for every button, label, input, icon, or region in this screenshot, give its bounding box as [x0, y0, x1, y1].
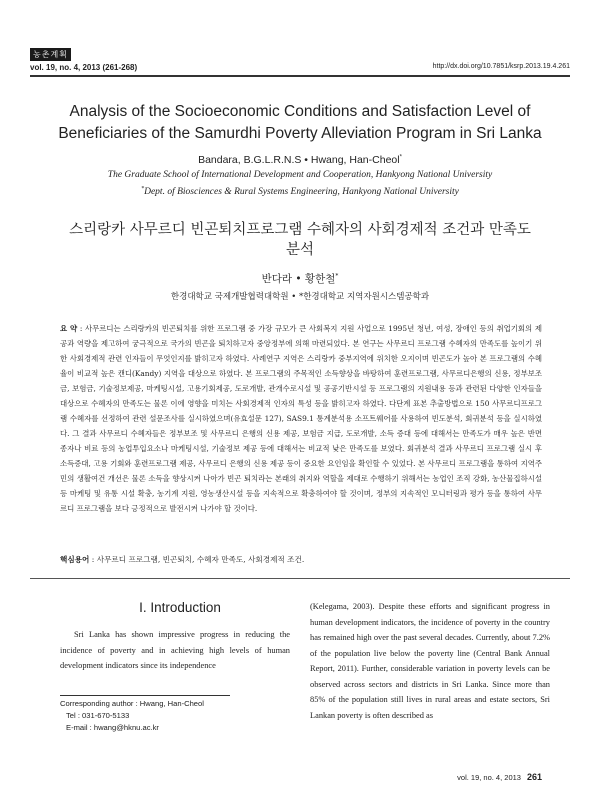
- author-ko-sup: *: [335, 272, 339, 280]
- abstract: [60, 321, 542, 516]
- abstract-text: : 사무르디는 스리랑카의 빈곤퇴치를 위한 프로그램 중 가장 규모가 큰 사회복지 지원 사업으로 1995년 청년, 여성, 장애인 등의 취업기회의 제공과 역량을 제고하여 궁극적으로 국가의 빈곤을 퇴치하고자 중앙정부에 의해 마련되었다. 본 연구는 사무르디 프로그램 수혜자의 만족도를 높이기 위한 사회경제적 관련 인자들이 무엇인지를 밝히고자 하였다. 사례연구 지역은 스리랑카 중부지역에 위치한 오지이며 빈곤도가 높아 본 프로그램의 수혜율이 비교적 높은 캔디(Kandy) 지역을 대상으로 하였다. 본 프로그램의 주목적인 소득향상을 바탕하여 훈련프로그램, 사무르디은행의 신용, 정부보조금, 보험금, 기술정보제공, 마케팅시설, 고용기회제공, 도로개발, 관개수로시설 및 공공기반시설 등 프로그램의 지원내용 등과 관련된 다양한 인자들을 대상으로 수혜자의 만족도는 물론 이에 영향을 미치는 사회경제적 인자의 특성 등을 밝히고자 하였다. 다단계 표본 추출방법으로 150 사무르디프로그램 수혜자를 선정하여 관련 설문조사를 실시하였으며(유효설문 127), SAS9.1 통계분석용 소프트웨어를 사용하여 빈도분석, 회귀분석 등을 실시하였다. 그 결과 사무르디 수혜자들은 정부보조 및 사무르디 은행의 신용 제공, 보험금 지급, 도로개발, 소득 증대 등에 대해서는 만족도가 매우 높은 반면 종자나 비료 등의 농업투입요소나 마케팅시설, 기술정보 제공 등에 대해서는 비교적 낮은 만족도를 보였다. 회귀분석 결과 사무르디 프로그램 실시 후 소득증대, 고용 기회와 훈련프로그램 제공, 사무르디 은행의 신용 제공 등이 중요한 요인임을 확인할 수 있었다. 본 사무르디 프로그램을 통하여 지역주민의 생활여건 개선은 물론 소득을 향상시켜 나아가 빈곤 퇴치라는 본래의 취지와 역할을 제대로 수행하기 위해서는 농업인 조직 강화, 농산물집하시설 등 마케팅 및 유통 시설 확충, 농기계 지원, 영농생산시설 등을 지속적으로 확충하여야 할 것이며, 정부의 지속적인 모니터링과 평가 등을 통하여 사무르디 프로그램을 보다 긍정적으로 발전시켜 나가야 할 것이다.: [60, 324, 542, 513]
- authors-ko-names: 반다라 • 황한철: [261, 273, 336, 285]
- abstract-label: 요 약: [60, 324, 78, 333]
- section-heading: I. Introduction: [139, 600, 221, 615]
- affiliation-en-2-text: Dept. of Biosciences & Rural Systems Engineering, Hankyong National University: [144, 187, 459, 198]
- volume-line: vol. 19, no. 4, 2013 (261-268): [30, 63, 138, 72]
- authors-en: [0, 154, 600, 166]
- keywords-label: 핵심용어: [60, 555, 90, 564]
- footnote-corresponding: Corresponding author : Hwang, Han-Cheol: [60, 699, 204, 708]
- body-right-column: (Kelegama, 2003). Despite these efforts and significant progress in human development indicators, the incidence of poverty in the country has remained high over the past several decades. Currently, about 7.2% of the population live below the poverty line (Central Bank Annual Report, 2011). Further, considerable variation in poverty levels can be observed across sectors and districts in Sri Lanka. Since more than 85% of the population still lives in rural areas and estate sectors, Sri Lankan poverty is often described as: [310, 602, 550, 720]
- affiliation-sup: *: [141, 186, 145, 192]
- header-rule: [30, 75, 570, 77]
- footer-issue: vol. 19, no. 4, 2013: [457, 773, 521, 782]
- footnote-rule: [60, 695, 230, 696]
- footnote-tel: Tel : 031-670-5133: [66, 711, 130, 720]
- journal-logo: 농촌계획: [30, 48, 71, 61]
- authors-en-names: Bandara, B.G.L.R.N.S • Hwang, Han-Cheol: [198, 154, 400, 166]
- paper-title-ko: 스리랑카 사무르디 빈곤퇴치프로그램 수혜자의 사회경제적 조건과 만족도 분석: [69, 222, 531, 258]
- page-footer: [457, 772, 542, 782]
- affiliation-en-1: The Graduate School of International Development and Cooperation, Hankyong National University: [107, 170, 493, 180]
- keywords: [60, 554, 542, 565]
- keywords-text: : 사무르디 프로그램, 빈곤퇴치, 수혜자 만족도, 사회경제적 조건.: [89, 555, 305, 564]
- author-sup: *: [399, 154, 402, 161]
- affiliation-ko: 한경대학교 국제개발협력대학원 • *한경대학교 지역자원시스템공학과: [170, 292, 430, 302]
- footnote-email[interactable]: E-mail : hwang@hknu.ac.kr: [66, 723, 159, 732]
- footnote: [60, 698, 290, 734]
- page-number: 261: [526, 772, 542, 782]
- authors-ko: [0, 271, 600, 286]
- doi-link[interactable]: http://dx.doi.org/10.7851/ksrp.2013.19.4.261: [432, 63, 570, 70]
- paper-title-en: Analysis of the Socioeconomic Conditions and Satisfaction Level of Beneficiaries of the Samurdhi Poverty Alleviation Program in Sri Lanka: [58, 103, 542, 142]
- section-rule: [30, 578, 570, 579]
- body-left-column: Sri Lanka has shown impressive progress in reducing the incidence of poverty and in achieving high levels of human development indicators since its independence: [60, 630, 290, 670]
- affiliation-en-2: [0, 186, 600, 197]
